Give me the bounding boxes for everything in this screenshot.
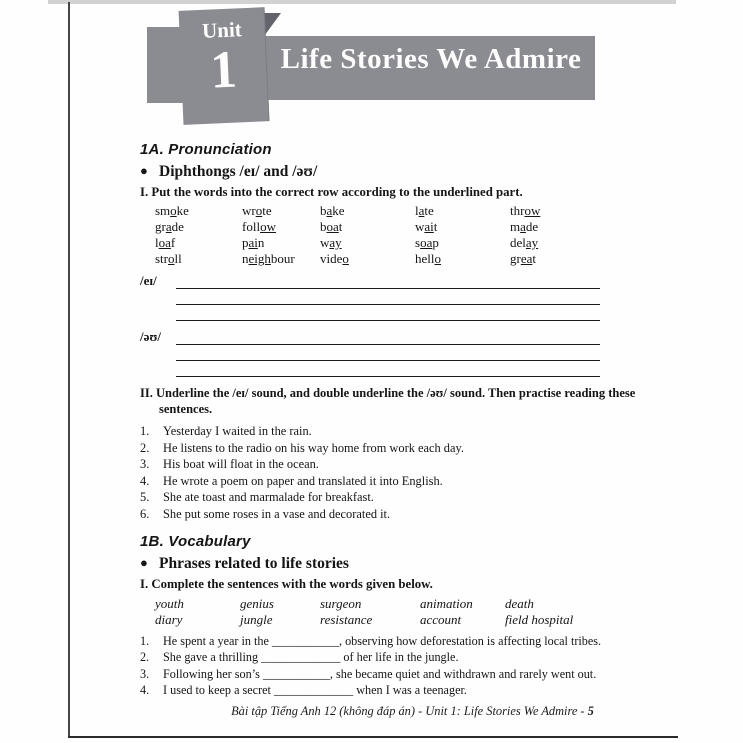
- word-bank-item: jungle: [240, 611, 273, 627]
- word-bank-item: resistance: [320, 611, 373, 627]
- bullet-icon: ●: [140, 163, 148, 178]
- item-number: 1.: [140, 633, 150, 648]
- item-text: I used to keep a secret _____________ when I was a teenager.: [163, 683, 467, 698]
- pronunciation-sentence-list: [140, 423, 640, 523]
- word-bank-item: youth: [155, 595, 184, 611]
- word-cell: wait: [415, 219, 438, 234]
- item-text: She ate toast and marmalade for breakfast.: [163, 490, 374, 505]
- item-text: He spent a year in the ___________, observing how deforestation is affecting local tribes.: [163, 633, 602, 648]
- item-number: 1.: [140, 424, 150, 438]
- word-cell: stroll: [155, 251, 182, 266]
- phonetic-label-ou: /əʊ/: [140, 329, 162, 344]
- exercise-1a2-instruction: II. Underline the /eɪ/ sound, and double underline the /əʊ/ sound. Then practise reading these sentences.: [140, 386, 636, 416]
- item-number: 3.: [140, 457, 150, 472]
- writing-line: [176, 305, 600, 321]
- writing-line: [176, 329, 600, 345]
- phonetic-label-ei: /eɪ/: [140, 273, 157, 288]
- word-bank-item: account: [420, 611, 462, 627]
- item-text: She put some roses in a vase and decorated it.: [163, 506, 391, 521]
- item-text: She gave a thrilling _____________ of her life in the jungle.: [163, 650, 459, 665]
- word-cell: way: [320, 235, 342, 250]
- word-cell: wrote: [242, 203, 272, 218]
- word-cell: late: [415, 203, 434, 218]
- page-edge-bottom: [68, 736, 678, 738]
- list-item: [140, 506, 640, 523]
- phrases-topic-label: Phrases related to life stories: [159, 554, 349, 572]
- word-cell: grade: [155, 219, 184, 234]
- item-number: 2.: [140, 440, 150, 455]
- word-bank-item: genius: [240, 595, 274, 611]
- word-cell: hello: [415, 251, 441, 266]
- word-cell: great: [510, 251, 537, 266]
- page-content: [140, 142, 640, 699]
- item-number: 4.: [140, 473, 150, 488]
- exercise-1b1-instruction: I. Complete the sentences with the words given below.: [140, 576, 433, 591]
- list-item: [140, 473, 640, 490]
- diphthongs-topic: [140, 162, 640, 181]
- section-1a-heading: 1A. Pronunciation: [140, 141, 272, 158]
- page-edge-top: [48, 0, 676, 4]
- word-cell: follow: [242, 219, 276, 234]
- page-edge-left: [68, 2, 70, 737]
- word-cell: throw: [510, 203, 541, 218]
- word-cell: boat: [320, 219, 343, 234]
- item-number: 3.: [140, 666, 150, 681]
- bullet-icon: ●: [140, 554, 148, 570]
- word-cell: pain: [242, 235, 265, 250]
- word-cell: video: [320, 251, 349, 266]
- word-bank-item: surgeon: [320, 595, 362, 611]
- item-number: 4.: [140, 683, 150, 698]
- list-item: [140, 440, 640, 457]
- item-number: 5.: [140, 490, 150, 505]
- item-number: 2.: [140, 650, 150, 665]
- word-bank-item: field hospital: [505, 611, 574, 627]
- word-bank: [155, 596, 640, 628]
- unit-number: 1: [209, 40, 239, 100]
- item-text: His boat will float in the ocean.: [163, 457, 319, 472]
- word-cell: loaf: [155, 235, 176, 250]
- answer-group-ou: [140, 329, 640, 377]
- list-item: [140, 649, 640, 666]
- footer-text: Bài tập Tiếng Anh 12 (không đáp án) - Unit 1: Life Stories We Admire -: [231, 704, 588, 718]
- word-bank-item: diary: [155, 611, 183, 627]
- section-1b-heading: 1B. Vocabulary: [140, 532, 251, 550]
- word-cell: delay: [510, 235, 539, 250]
- item-text: He listens to the radio on his way home from work each day.: [163, 440, 464, 455]
- writing-line: [176, 345, 600, 361]
- writing-line: [176, 273, 600, 289]
- page-footer: [140, 704, 685, 719]
- exercise-1a1-instruction: I. Put the words into the correct row according to the underlined part.: [140, 185, 523, 199]
- answer-group-ei: [140, 273, 640, 321]
- list-item: [140, 489, 640, 506]
- writing-lines: [176, 273, 600, 321]
- list-item: [140, 666, 640, 683]
- unit-title: Life Stories We Admire: [280, 43, 582, 75]
- word-cell: soap: [415, 235, 439, 250]
- item-text: Following her son’s ___________, she became quiet and withdrawn and rarely went out.: [163, 666, 597, 681]
- item-text: He wrote a poem on paper and translated it into English.: [163, 473, 443, 488]
- word-bank-item: animation: [420, 595, 473, 611]
- vocabulary-sentence-list: [140, 633, 640, 699]
- word-bank-item: death: [505, 595, 534, 611]
- writing-line: [176, 289, 600, 305]
- word-cell: neighbour: [242, 251, 295, 266]
- diphthongs-topic-label: Diphthongs /eɪ/ and /əʊ/: [159, 163, 318, 180]
- list-item: [140, 456, 640, 473]
- writing-line: [176, 361, 600, 377]
- list-item: [140, 633, 640, 650]
- word-grid: [155, 203, 640, 267]
- list-item: [140, 682, 640, 699]
- item-number: 6.: [140, 506, 150, 521]
- writing-lines: [176, 329, 600, 377]
- unit-tab: [179, 7, 270, 125]
- word-cell: smoke: [155, 203, 189, 218]
- list-item: [140, 423, 640, 440]
- item-text: Yesterday I waited in the rain.: [163, 424, 312, 438]
- footer-page-number: 5: [587, 704, 594, 718]
- word-cell: made: [510, 219, 539, 234]
- word-cell: bake: [320, 203, 345, 218]
- phrases-topic: [140, 554, 640, 573]
- unit-label: Unit: [201, 17, 243, 43]
